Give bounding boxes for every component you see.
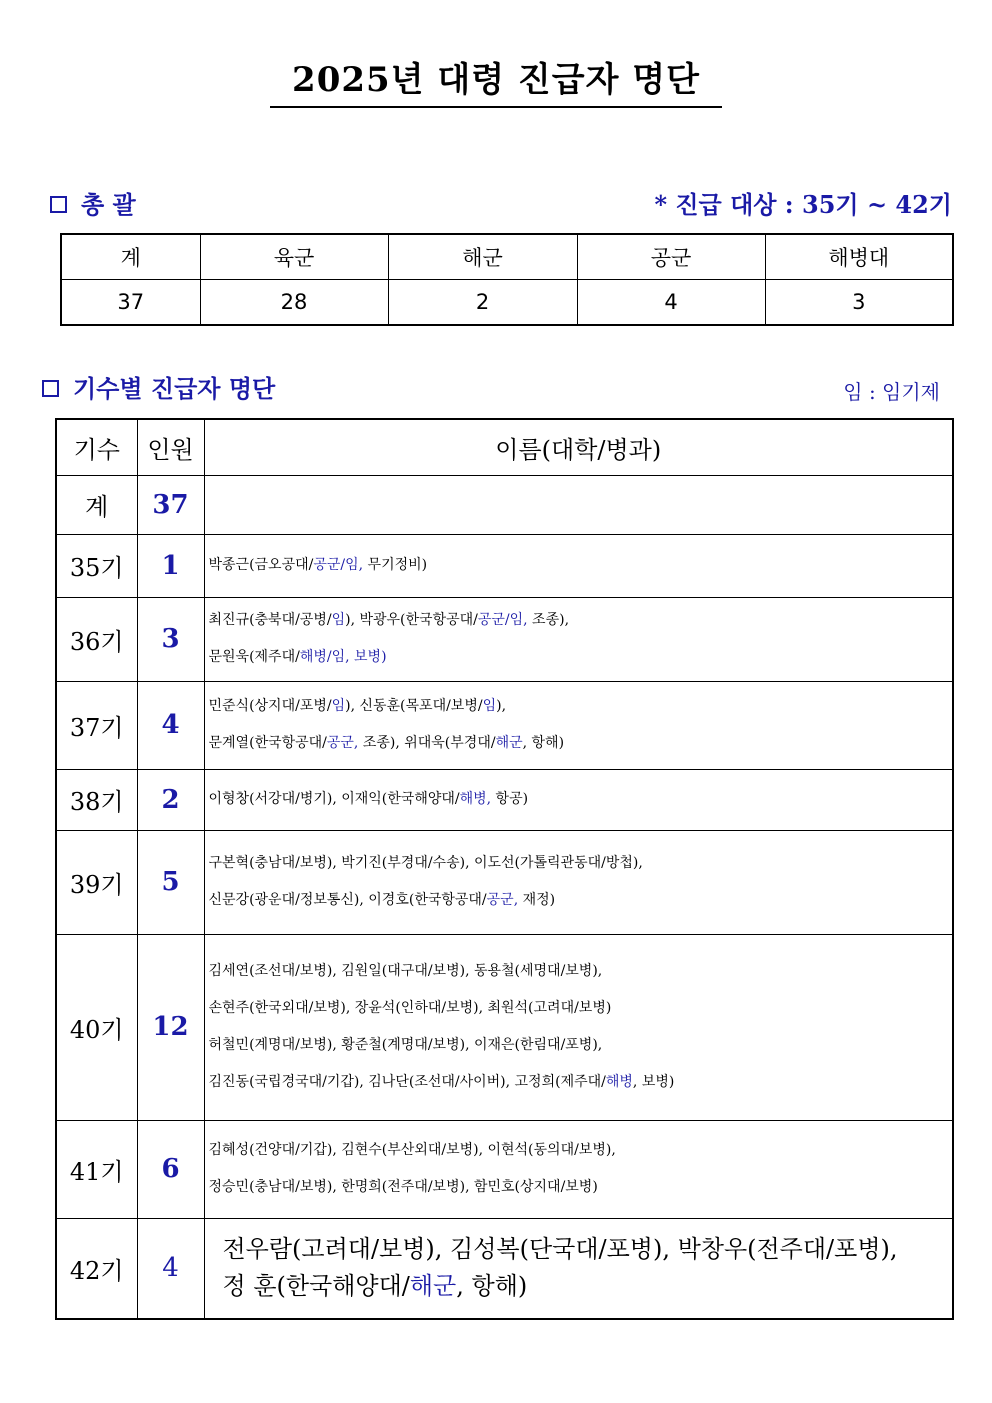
service-highlight: 공군/임, [477, 612, 528, 628]
summary-heading [50, 190, 136, 220]
names-line [209, 1132, 953, 1169]
summary-value-row [61, 280, 953, 326]
service-highlight: 임 [331, 698, 346, 714]
class-label: 36기 [56, 597, 137, 681]
name-text: ), 박광우(한국항공대/ [345, 612, 478, 628]
class-row [56, 769, 953, 830]
name-text: , 항해) [522, 735, 565, 751]
summary-value-marines: 3 [765, 280, 953, 326]
summary-header-marines: 해병대 [765, 234, 953, 280]
summary-header-airforce: 공군 [577, 234, 765, 280]
names-line [209, 1169, 953, 1206]
names-line [209, 1064, 953, 1101]
names-line [209, 602, 953, 639]
promotion-target: * 진급 대상 : 35기 ~ 42기 [654, 190, 952, 219]
name-text: 민준식(상지대/포병/ [208, 698, 332, 714]
name-text: 김진동(국립경국대/기갑), 김나단(조선대/사이버), 고정희(제주대/ [208, 1074, 606, 1090]
page-title: 2025년 대령 진급자 명단 [270, 58, 722, 108]
name-text: 문원욱(제주대/ [208, 649, 300, 665]
service-highlight: 임 [331, 612, 346, 628]
class-label: 41기 [56, 1120, 137, 1218]
name-text: ), 신동훈(목포대/보병/ [345, 698, 483, 714]
header-count: 인원 [137, 419, 204, 475]
class-label: 37기 [56, 681, 137, 769]
total-label: 계 [56, 475, 137, 534]
service-highlight: 해병, [459, 791, 492, 807]
summary-value-navy: 2 [388, 280, 577, 326]
name-text: , 항해) [456, 1272, 528, 1301]
name-text: 김혜성(건양대/기갑), 김현수(부산외대/보병), 이현석(동의대/보병), [208, 1142, 616, 1158]
service-highlight: 공군, [486, 892, 523, 908]
summary-value-total: 37 [61, 280, 200, 326]
class-label: 42기 [56, 1218, 137, 1319]
class-names [204, 830, 953, 934]
class-names [204, 934, 953, 1120]
class-label: 40기 [56, 934, 137, 1120]
names-line [223, 1231, 953, 1268]
summary-header-navy: 해군 [388, 234, 577, 280]
name-text: 문계열(한국항공대/ [208, 735, 327, 751]
name-text: 무기정비) [363, 557, 428, 573]
service-highlight: 임 [482, 698, 497, 714]
summary-header-row [61, 234, 953, 280]
class-row [56, 830, 953, 934]
name-text: 조종), 위대욱(부경대/ [358, 735, 496, 751]
names-line [209, 781, 953, 818]
promotion-list-table [55, 418, 954, 1320]
service-highlight: 공군/임, [313, 557, 364, 573]
service-highlight: 해병 [605, 1074, 633, 1090]
class-row [56, 681, 953, 769]
name-text: 김세연(조선대/보병), 김원일(대구대/보병), 동용철(세명대/보병), [208, 963, 603, 979]
names-line [209, 882, 953, 919]
names-line [209, 639, 953, 676]
list-header-row [56, 419, 953, 475]
names-line [209, 990, 953, 1027]
name-text: ), [496, 698, 507, 714]
name-text: 정 훈(한국해양대/ [222, 1272, 410, 1301]
class-row [56, 534, 953, 597]
names-line [209, 1027, 953, 1064]
name-text: 조종), [527, 612, 570, 628]
service-highlight: 해군 [409, 1272, 457, 1301]
total-count: 37 [137, 475, 204, 534]
checkbox-square-icon [50, 196, 67, 213]
service-highlight: 공군, [326, 735, 359, 751]
name-text: 재정) [522, 892, 556, 908]
class-label: 35기 [56, 534, 137, 597]
class-count: 1 [137, 534, 204, 597]
class-count: 3 [137, 597, 204, 681]
class-count: 4 [137, 1218, 204, 1319]
class-count: 12 [137, 934, 204, 1120]
service-highlight: 해병/임, 보병) [299, 649, 387, 665]
legend-note: 임 : 임기제 [843, 380, 940, 404]
name-text: 전우람(고려대/보병), 김성복(단국대/포병), 박창우(전주대/포병), [222, 1235, 898, 1264]
class-row [56, 1218, 953, 1319]
name-text: 이형창(서강대/병기), 이재익(한국해양대/ [208, 791, 460, 807]
summary-value-airforce: 4 [577, 280, 765, 326]
name-text: 구본혁(충남대/보병), 박기진(부경대/수송), 이도선(가톨릭관동대/방첩), [208, 855, 643, 871]
name-text: 항공) [491, 791, 529, 807]
name-text: 최진규(충북대/공병/ [208, 612, 332, 628]
summary-heading-text: 총 괄 [81, 190, 136, 219]
class-label: 39기 [56, 830, 137, 934]
class-names [204, 534, 953, 597]
name-text: 허철민(계명대/보병), 황준철(계명대/보병), 이재은(한림대/포병), [208, 1037, 603, 1053]
class-count: 4 [137, 681, 204, 769]
class-row [56, 597, 953, 681]
class-names [204, 681, 953, 769]
total-row [56, 475, 953, 534]
class-names [204, 1120, 953, 1218]
list-heading-text: 기수별 진급자 명단 [73, 374, 276, 403]
names-line [209, 547, 953, 584]
summary-header-total: 계 [61, 234, 200, 280]
service-highlight: 해군 [495, 735, 523, 751]
name-text: 박종근(금오공대/ [208, 557, 314, 573]
class-count: 6 [137, 1120, 204, 1218]
summary-table [60, 233, 954, 326]
class-names [204, 597, 953, 681]
class-row [56, 934, 953, 1120]
checkbox-square-icon [42, 380, 59, 397]
summary-header-army: 육군 [200, 234, 388, 280]
name-text: , 보병) [632, 1074, 675, 1090]
name-text: 정승민(충남대/보병), 한명희(전주대/보병), 함민호(상지대/보병) [208, 1179, 598, 1195]
name-text: 손현주(한국외대/보병), 장윤석(인하대/보병), 최원석(고려대/보병) [208, 1000, 612, 1016]
header-class: 기수 [56, 419, 137, 475]
class-names [204, 769, 953, 830]
class-label: 38기 [56, 769, 137, 830]
summary-value-army: 28 [200, 280, 388, 326]
class-count: 5 [137, 830, 204, 934]
total-names-empty [204, 475, 953, 534]
names-line [209, 953, 953, 990]
name-text: 신문강(광운대/정보통신), 이경호(한국항공대/ [208, 892, 487, 908]
header-names: 이름(대학/병과) [204, 419, 953, 475]
class-row [56, 1120, 953, 1218]
names-line [209, 725, 953, 762]
class-count: 2 [137, 769, 204, 830]
names-line [223, 1268, 953, 1305]
names-line [209, 688, 953, 725]
list-heading [42, 374, 275, 404]
names-line [209, 845, 953, 882]
class-names [204, 1218, 953, 1319]
